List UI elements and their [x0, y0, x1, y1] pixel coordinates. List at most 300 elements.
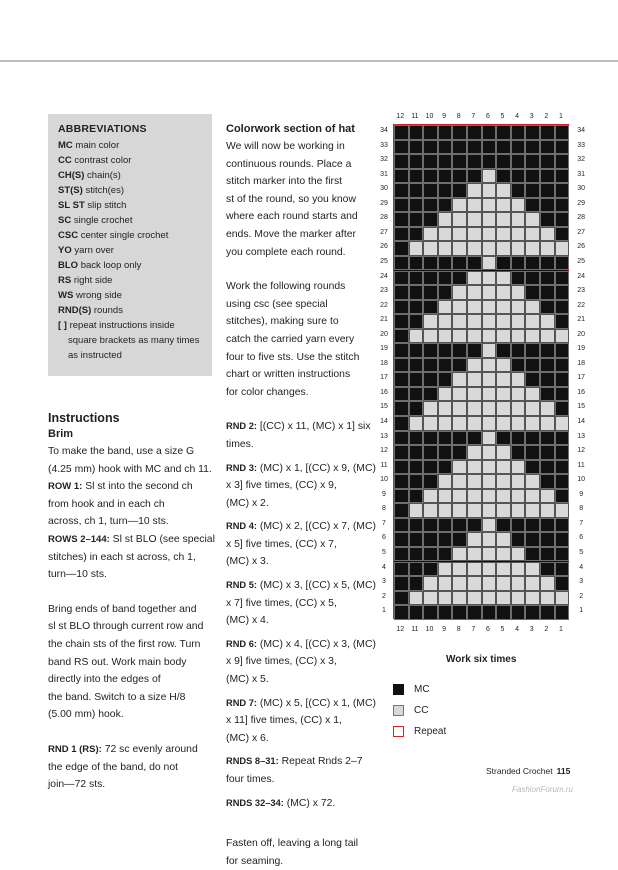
chart-cell: [394, 140, 409, 155]
row-label: 31: [577, 170, 586, 178]
abbreviation-desc: rounds: [93, 305, 123, 316]
chart-cell: [511, 445, 526, 460]
chart-cell: [452, 576, 467, 591]
chart-cell: [409, 591, 424, 606]
chart-cell: [409, 518, 424, 533]
row-label: 29: [380, 199, 388, 207]
text-line: [226, 436, 376, 454]
chart-cell: [423, 227, 438, 242]
chart-cell: [496, 576, 511, 591]
row-label: 26: [380, 243, 388, 251]
column-label: 9: [442, 113, 447, 120]
row-label: 12: [577, 447, 586, 455]
round-text: x 11] five times, (CC) x 1,: [226, 715, 342, 727]
chart-cell: [467, 198, 482, 213]
round-text: x 5] five times, (CC) x 7,: [226, 538, 337, 550]
chart-cell: [511, 183, 526, 198]
row-label: 30: [577, 185, 586, 193]
chart-cell: [394, 198, 409, 213]
chart-cell: [438, 343, 453, 358]
chart-cell: [394, 576, 409, 591]
chart-cell: [423, 343, 438, 358]
chart-cell: [467, 547, 482, 562]
chart-cell: [482, 605, 497, 620]
round-label: RND 3:: [226, 462, 257, 473]
chart-cell: [467, 169, 482, 184]
chart-cell: [540, 431, 555, 446]
chart-cell: [423, 358, 438, 373]
chart-cell: [452, 431, 467, 446]
chart-cell: [423, 329, 438, 344]
text-line: for color changes.: [226, 386, 309, 398]
row-label: 9: [579, 490, 584, 498]
text-line: [226, 477, 376, 495]
chart-cell: [467, 532, 482, 547]
chart-cell: [482, 416, 497, 431]
row-label: 23: [577, 287, 586, 295]
brim-heading: Brim: [48, 428, 74, 440]
chart-cell: [540, 343, 555, 358]
chart-cell: [438, 329, 453, 344]
row-label: 7: [579, 519, 584, 527]
chart-cell: [394, 227, 409, 242]
column-label: 3: [529, 625, 534, 633]
chart-cell: [438, 154, 453, 169]
chart-cell: [540, 532, 555, 547]
abbreviation-item: [58, 153, 212, 168]
chart-cell: [423, 576, 438, 591]
chart-cell: [423, 256, 438, 271]
chart-cell: [525, 591, 540, 606]
chart-cell: [482, 591, 497, 606]
chart-cell: [452, 271, 467, 286]
chart-cell: [511, 198, 526, 213]
chart-cell: [525, 314, 540, 329]
chart-cell: [467, 300, 482, 315]
row-label: 5: [579, 548, 584, 556]
row-label: 8: [382, 505, 386, 513]
chart-cell: [467, 183, 482, 198]
chart-cell: [540, 125, 555, 140]
chart-cell: [511, 314, 526, 329]
row-label: 18: [577, 359, 586, 367]
text-line: [226, 553, 376, 571]
chart-cell: [540, 256, 555, 271]
chart-cell: [555, 125, 570, 140]
chart-cell: [394, 329, 409, 344]
chart-cell: [467, 140, 482, 155]
chart-cell: [438, 314, 453, 329]
chart-cell: [452, 518, 467, 533]
colorwork-work-paragraph: [226, 278, 376, 401]
text-line: [226, 595, 376, 613]
chart-cell: [409, 241, 424, 256]
chart-cell: [482, 562, 497, 577]
chart-cell: [409, 125, 424, 140]
abbreviation-code: CH(S): [58, 170, 85, 181]
chart-cell: [438, 300, 453, 315]
text-line: for seaming.: [226, 855, 284, 867]
page-footer: [486, 766, 570, 776]
round-text: [(CC) x 11, (MC) x 1] six: [259, 421, 371, 433]
chart-cell: [409, 314, 424, 329]
round-label: RND 2:: [226, 421, 257, 432]
chart-cell: [423, 503, 438, 518]
column-label: 4: [515, 625, 520, 633]
row-label: 25: [577, 257, 586, 265]
text-line: the edge of the band, do not: [48, 761, 178, 773]
chart-cell: [467, 329, 482, 344]
colorwork-heading: Colorwork section of hat: [226, 123, 355, 135]
chart-cell: [409, 460, 424, 475]
chart-cell: [423, 416, 438, 431]
chart-cell: [511, 140, 526, 155]
chart-cell: [467, 416, 482, 431]
chart-cell: [452, 372, 467, 387]
abbreviation-desc: center single crochet: [80, 230, 169, 241]
round-text: (MC) x 3, [(CC) x 5, (MC): [259, 580, 376, 592]
chart-cell: [409, 343, 424, 358]
chart-cell: [394, 431, 409, 446]
chart-cell: [540, 271, 555, 286]
cc-swatch-icon: [393, 705, 404, 716]
chart-cell: [525, 416, 540, 431]
chart-cell: [452, 241, 467, 256]
chart-cell: [409, 445, 424, 460]
chart-cell: [496, 285, 511, 300]
chart-cell: [409, 300, 424, 315]
chart-cell: [555, 518, 570, 533]
chart-cell: [409, 605, 424, 620]
chart-cell: [482, 183, 497, 198]
abbreviation-desc: back loop only: [80, 260, 142, 271]
chart-cell: [496, 591, 511, 606]
row-label: 3: [579, 578, 584, 586]
column-label: 2: [544, 625, 549, 633]
text-line: the band. Switch to a size H/8: [48, 691, 186, 703]
abbreviation-desc: yarn over: [74, 245, 114, 256]
column-label: 10: [425, 625, 434, 633]
chart-cell: [540, 576, 555, 591]
abbreviation-item: [58, 138, 212, 153]
chart-cell: [394, 489, 409, 504]
chart-cell: [482, 140, 497, 155]
chart-cell: [438, 271, 453, 286]
chart-cell: [452, 387, 467, 402]
chart-cell: [438, 198, 453, 213]
chart-cell: [555, 198, 570, 213]
chart-cell: [409, 489, 424, 504]
column-label: 9: [442, 625, 447, 633]
chart-cell: [482, 125, 497, 140]
chart-cell: [452, 343, 467, 358]
chart-cell: [423, 241, 438, 256]
chart-cell: [482, 503, 497, 518]
rows-2-144-instruction: [48, 531, 218, 584]
chart-cell: [496, 431, 511, 446]
chart-cell: [482, 241, 497, 256]
abbreviation-code: RND(S): [58, 305, 92, 316]
round-label: RNDS 8–31:: [226, 756, 279, 767]
legend-label: CC: [414, 705, 429, 716]
text-line: [226, 612, 376, 630]
text-line: band RS out. Work main body: [48, 656, 187, 668]
chart-cell: [482, 169, 497, 184]
round-text: (MC) x 5, [(CC) x 1, (MC): [259, 697, 376, 709]
chart-cell: [540, 416, 555, 431]
round-instruction: [226, 418, 376, 453]
chart-cell: [394, 387, 409, 402]
chart-cell: [438, 562, 453, 577]
chart-cell: [438, 125, 453, 140]
chart-cell: [452, 445, 467, 460]
chart-cell: [438, 140, 453, 155]
chart-cell: [452, 591, 467, 606]
chart-cell: [496, 271, 511, 286]
chart-cell: [467, 212, 482, 227]
abbreviation-item: [58, 198, 212, 213]
chart-cell: [394, 532, 409, 547]
text-line: directly into the edges of: [48, 674, 161, 686]
chart-cell: [555, 183, 570, 198]
chart-cell: [555, 591, 570, 606]
abbreviation-item: [58, 183, 212, 198]
round-instruction: [226, 577, 376, 630]
chart-cell: [555, 154, 570, 169]
chart-cell: [496, 300, 511, 315]
chart-cell: [452, 314, 467, 329]
chart-cell: [540, 169, 555, 184]
chart-cell: [511, 576, 526, 591]
chart-cell: [409, 285, 424, 300]
chart-cell: [409, 372, 424, 387]
chart-cell: [409, 532, 424, 547]
chart-cell: [496, 387, 511, 402]
chart-cell: [423, 198, 438, 213]
chart-cell: [438, 183, 453, 198]
chart-cell: [511, 256, 526, 271]
chart-cell: [482, 460, 497, 475]
row-label: 16: [577, 388, 586, 396]
chart-cell: [452, 547, 467, 562]
row-label: 20: [577, 330, 586, 338]
chart-cell: [511, 532, 526, 547]
chart-cell: [540, 140, 555, 155]
chart-cell: [496, 605, 511, 620]
chart-cell: [394, 401, 409, 416]
abbreviation-desc: right side: [73, 275, 113, 286]
abbreviation-desc: stitch(es): [85, 185, 124, 196]
chart-cell: [452, 140, 467, 155]
text-line: sl st BLO through current row and: [48, 621, 204, 633]
legend-label: MC: [414, 684, 430, 695]
round-instruction: [226, 518, 376, 571]
abbreviation-desc: chain(s): [87, 170, 121, 181]
row-label: 32: [577, 156, 586, 164]
chart-cell: [423, 140, 438, 155]
abbreviation-code: ST(S): [58, 185, 83, 196]
row-label: 8: [579, 505, 584, 513]
column-label: 4: [515, 113, 520, 120]
chart-cell: [482, 372, 497, 387]
page-number: 115: [556, 766, 571, 776]
abbreviation-code: [ ]: [58, 320, 67, 331]
chart-cell: [525, 445, 540, 460]
chart-cell: [482, 474, 497, 489]
row-label: 2: [382, 592, 386, 600]
chart-cell: [409, 576, 424, 591]
chart-cell: [423, 271, 438, 286]
text-line: Bring ends of band together and: [48, 603, 197, 615]
chart-cell: [423, 591, 438, 606]
chart-cell: [409, 183, 424, 198]
chart-cell: [525, 431, 540, 446]
round-label: RND 7:: [226, 697, 257, 708]
chart-cell: [409, 401, 424, 416]
chart-cell: [540, 183, 555, 198]
chart-cell: [555, 256, 570, 271]
round-text: (MC) x 6.: [226, 732, 269, 744]
row-label: 17: [380, 374, 388, 382]
row-1-instruction: [48, 478, 218, 531]
row-label: 26: [577, 243, 586, 251]
chart-cell: [482, 387, 497, 402]
chart-cell: [555, 489, 570, 504]
chart-cell: [394, 416, 409, 431]
row-label: 29: [577, 199, 586, 207]
chart-cell: [525, 358, 540, 373]
row-label: 1: [382, 607, 386, 615]
chart-cell: [467, 503, 482, 518]
chart-cell: [394, 343, 409, 358]
chart-cell: [467, 562, 482, 577]
text-line: Sl st into the second ch: [85, 481, 193, 493]
row-label: 27: [380, 228, 388, 236]
chart-cell: [511, 518, 526, 533]
row-label: 1: [579, 607, 584, 615]
text-line: across, ch 1, turn—10 sts.: [48, 516, 169, 528]
row-label: 19: [577, 345, 586, 353]
text-line: [226, 460, 376, 478]
chart-cell: [482, 576, 497, 591]
chart-cell: [540, 154, 555, 169]
column-label: 6: [485, 625, 490, 633]
chart-cell: [467, 576, 482, 591]
chart-cell: [482, 227, 497, 242]
chart-cell: [525, 154, 540, 169]
row-label: 2: [579, 592, 584, 600]
row-label: ROWS 2–144:: [48, 533, 110, 545]
row-label: 28: [577, 214, 586, 222]
chart-cell: [511, 125, 526, 140]
chart-cell: [467, 489, 482, 504]
chart-cell: [438, 416, 453, 431]
chart-cell: [394, 474, 409, 489]
row-label: 34: [380, 127, 388, 134]
text-line: [226, 712, 376, 730]
chart-cell: [555, 532, 570, 547]
chart-cell: [496, 562, 511, 577]
chart-cell: [496, 474, 511, 489]
chart-cell: [409, 329, 424, 344]
abbreviation-code: SC: [58, 215, 72, 226]
chart-cell: [438, 576, 453, 591]
row-label: 24: [577, 272, 586, 280]
row-label: 14: [577, 418, 586, 425]
chart-cell: [409, 562, 424, 577]
chart-cell: [409, 547, 424, 562]
chart-cell: [423, 314, 438, 329]
text-line: (4.25 mm) hook with MC and ch 11.: [48, 463, 212, 475]
abbreviation-continuation: square brackets as many times: [68, 335, 200, 346]
chart-cell: [452, 169, 467, 184]
chart-cell: [555, 271, 570, 286]
text-line: Fasten off, leaving a long tail: [226, 838, 359, 850]
text-line: [226, 636, 376, 654]
chart-cell: [525, 562, 540, 577]
text-line: chart or written instructions: [226, 369, 351, 381]
column-label: 7: [471, 625, 476, 633]
chart-cell: [525, 532, 540, 547]
chart-cell: [540, 605, 555, 620]
row-label: 12: [380, 447, 388, 455]
abbreviation-item: [58, 273, 212, 288]
chart-cell: [423, 183, 438, 198]
chart-cell: [511, 387, 526, 402]
chart-cell: [394, 212, 409, 227]
row-label: 11: [577, 461, 585, 469]
chart-cell: [394, 562, 409, 577]
abbreviation-code: WS: [58, 290, 74, 301]
chart-cell: [423, 401, 438, 416]
chart-cell: [467, 256, 482, 271]
row-label: 24: [380, 272, 388, 280]
rnd-1-instruction: [48, 741, 218, 794]
round-text: (MC) x 72.: [286, 797, 336, 809]
watermark: FashionForum.ru: [512, 785, 573, 794]
chart-cell: [467, 460, 482, 475]
chart-cell: [409, 387, 424, 402]
chart-cell: [482, 314, 497, 329]
text-line: from hook and in each ch: [48, 498, 165, 510]
round-instruction: [226, 695, 376, 748]
text-line: you complete each round.: [226, 246, 346, 258]
chart-cell: [438, 474, 453, 489]
row-label: 6: [579, 534, 584, 542]
chart-cell: [525, 605, 540, 620]
chart-cell: [452, 227, 467, 242]
chart-cell: [452, 125, 467, 140]
chart-cell: [555, 503, 570, 518]
rounds-list: [226, 418, 376, 812]
chart-cell: [525, 460, 540, 475]
chart-cell: [438, 241, 453, 256]
chart-cell: [482, 532, 497, 547]
column-label: 12: [396, 625, 405, 633]
chart-cell: [511, 503, 526, 518]
chart-caption: Work six times: [446, 654, 517, 665]
chart-cell: [452, 198, 467, 213]
chart-cell: [394, 358, 409, 373]
chart-cell: [482, 212, 497, 227]
chart-cell: [423, 372, 438, 387]
chart-grid-repeat: [393, 124, 569, 619]
chart-cell: [496, 125, 511, 140]
text-line: Work the following rounds: [226, 281, 346, 293]
chart-cell: [540, 314, 555, 329]
chart-cell: [452, 285, 467, 300]
chart-cell: [511, 562, 526, 577]
